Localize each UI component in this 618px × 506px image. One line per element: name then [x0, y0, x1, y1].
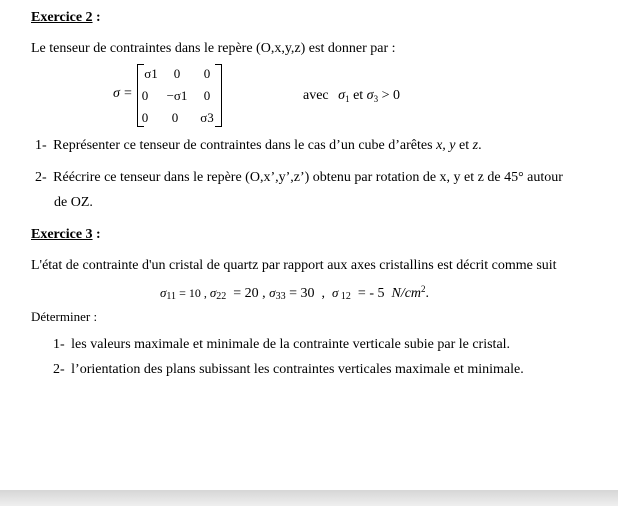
matrix-cell-r1c2: 0 [173, 66, 181, 81]
sigma-12-sub: 12 [338, 291, 351, 302]
sigma-11: σ [160, 285, 167, 300]
item-number: 2- [53, 362, 65, 377]
item-text: Représenter ce tenseur de contraintes dans le cas d’un cube d’arêtes [53, 138, 437, 153]
matrix-cell-r2c1: 0 [141, 88, 149, 103]
sigma-22-sub: 22 [216, 291, 227, 302]
page-bottom-shadow [0, 490, 618, 506]
determine-label: Déterminer : [31, 309, 98, 324]
stress-unit-sup: 2 [421, 284, 426, 294]
sigma-12: σ [332, 285, 339, 300]
matrix-lhs-sigma: σ [113, 86, 120, 101]
matrix-cell-r1c3: 0 [203, 66, 211, 81]
exercise-3-item-1 [53, 337, 510, 353]
sigma-33: σ [269, 285, 276, 300]
sigma-33-value: = 30 , [285, 286, 332, 301]
stress-end: . [425, 286, 430, 301]
item-text: l’orientation des plans subissant les contraintes verticales maximale et minimale. [71, 362, 524, 377]
sigma-12-value: = - 5 [350, 286, 392, 301]
matrix-cell-r3c1: 0 [141, 110, 149, 125]
exercise-2-item-2-line2: de OZ. [54, 195, 93, 210]
sigma-22: σ [209, 285, 217, 300]
avec-label: avec [303, 88, 329, 103]
sigma-11-value: = 10 , [176, 286, 210, 300]
sigma-condition [303, 88, 400, 104]
matrix-cell-r2c3: 0 [203, 88, 211, 103]
item-end: . [478, 138, 482, 153]
sigma-11-sub: 11 [166, 291, 177, 302]
matrix-equals: = [124, 86, 132, 101]
stress-tensor-matrix [113, 64, 223, 126]
condition-sigma1: σ [338, 88, 346, 103]
exercise-3-title: Exercice 3 [31, 227, 93, 242]
exercise-2-title: Exercice 2 [31, 10, 93, 25]
item-number: 2- [35, 170, 47, 185]
item-number: 1- [53, 337, 65, 352]
condition-relation: > 0 [381, 88, 400, 103]
matrix-cell-r3c3: σ3 [200, 110, 214, 125]
sigma-22-value: = 20 , [226, 286, 270, 301]
stress-values-line [160, 284, 429, 302]
sigma-33-sub: 33 [275, 291, 286, 302]
exercise-2-item-2 [35, 170, 563, 186]
item-last-var: z [472, 138, 479, 153]
matrix-cell-r3c2: 0 [171, 110, 179, 125]
matrix-cell-r1c1: σ1 [144, 66, 158, 81]
matrix-cell-r2c2: −σ1 [166, 88, 188, 103]
exercise-2-item-1 [35, 138, 482, 154]
condition-sub3: 3 [373, 94, 379, 104]
item-mid: et [455, 138, 473, 153]
exercise-2-heading [31, 10, 101, 26]
exercise-3-heading [31, 227, 101, 243]
condition-sigma3: σ [366, 88, 374, 103]
item-text-line1: Réécrire ce tenseur dans le repère (O,x’,y’,z’) obtenu par rotation de x, y et z de 45° autour [53, 170, 563, 185]
item-text: les valeurs maximale et minimale de la contrainte verticale subie par le cristal. [71, 337, 511, 352]
exercise-2-colon: : [92, 10, 101, 25]
et-label: et [353, 88, 364, 103]
item-number: 1- [35, 138, 47, 153]
exercise-3-item-2 [53, 362, 524, 378]
exercise-3-colon: : [92, 227, 101, 242]
exercise-3-intro: L'état de contrainte d'un cristal de quartz par rapport aux axes cristallins est décrit comme suit [31, 258, 557, 273]
item-vars: x, y [436, 138, 456, 153]
condition-sub1: 1 [345, 94, 350, 104]
stress-unit: N/cm [391, 286, 422, 301]
exercise-2-intro: Le tenseur de contraintes dans le repère (O,x,y,z) est donner par : [31, 41, 396, 56]
